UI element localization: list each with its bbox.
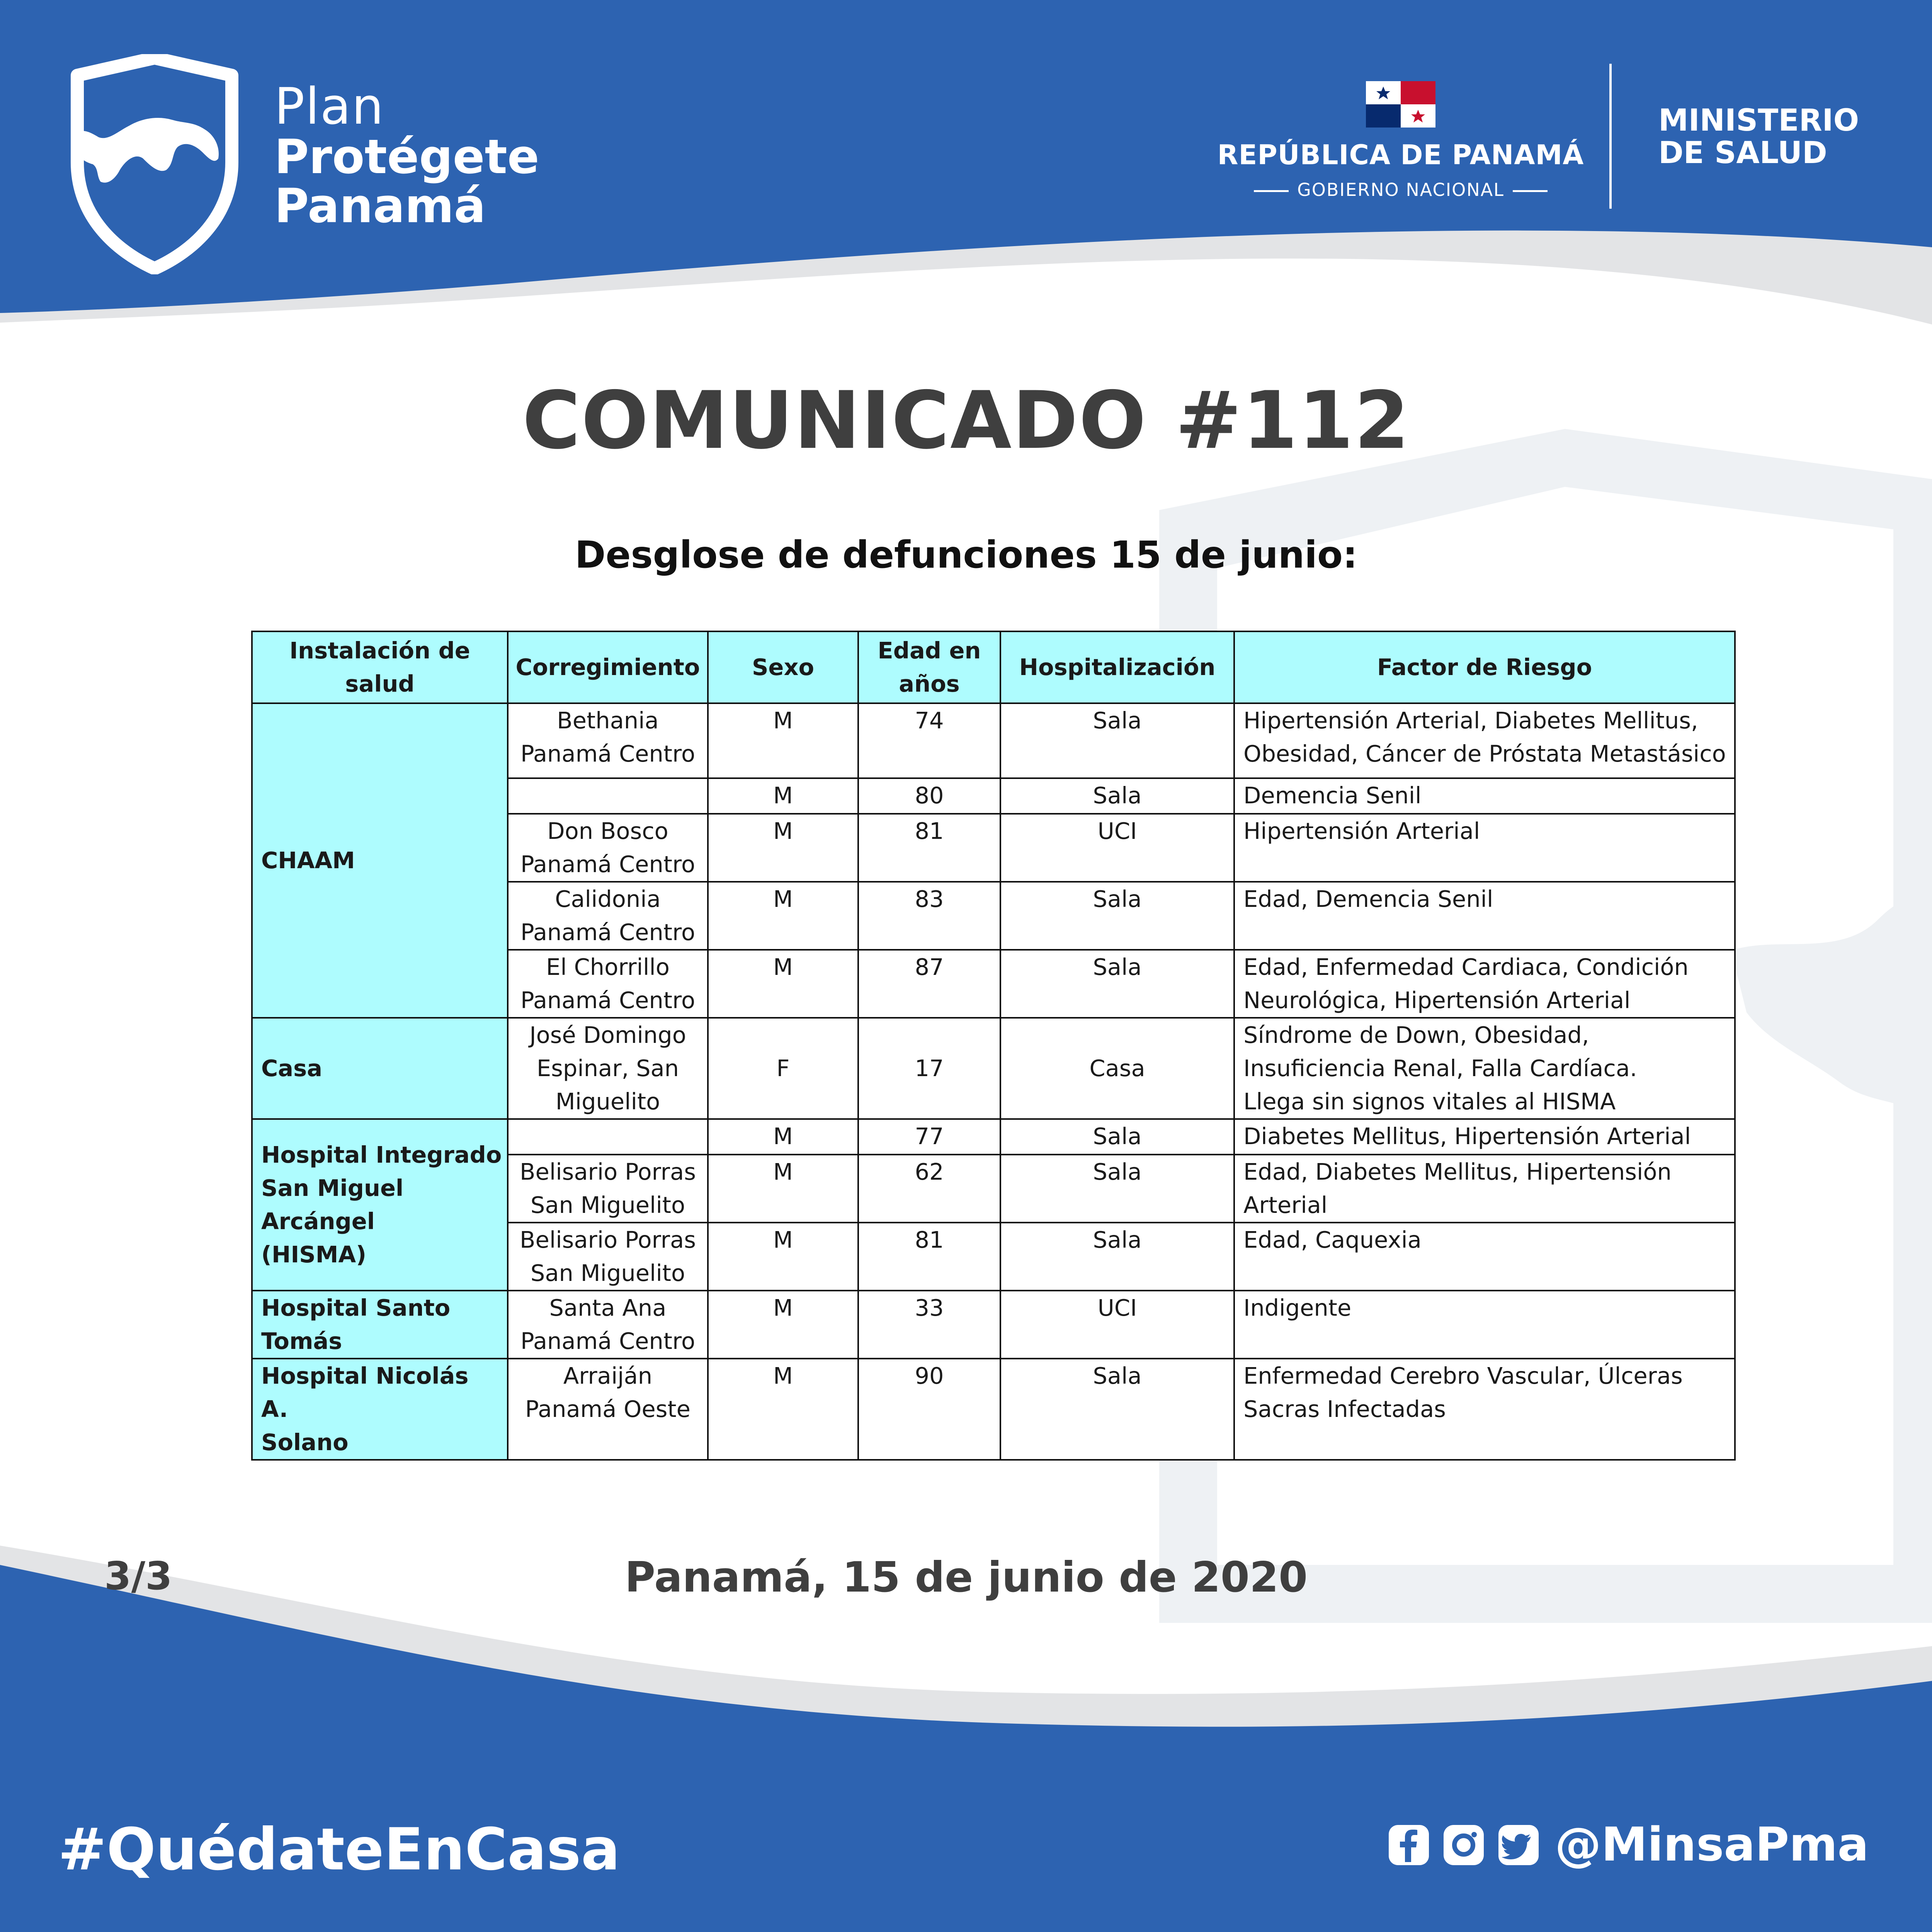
page-subtitle: Desglose de defunciones 15 de junio: <box>575 533 1358 577</box>
government-label <box>1217 139 1584 200</box>
government-subtitle-text: GOBIERNO NACIONAL <box>1297 179 1504 200</box>
factor-cell: Edad, Caquexia <box>1234 1223 1735 1291</box>
header-divider <box>1609 64 1612 209</box>
sexo-cell: M <box>708 1119 858 1155</box>
ministry-label <box>1658 104 1859 169</box>
factor-cell: Diabetes Mellitus, Hipertensión Arterial <box>1234 1119 1735 1155</box>
sexo-cell: M <box>708 950 858 1018</box>
sexo-cell: M <box>708 703 858 778</box>
institution-cell: Hospital Integrado San Miguel Arcángel (HISMA) <box>252 1119 508 1291</box>
hospitalizacion-cell: Sala <box>1000 1155 1234 1223</box>
hospitalizacion-cell: Sala <box>1000 1359 1234 1460</box>
edad-cell: 74 <box>858 703 1000 778</box>
sexo-cell: M <box>708 814 858 882</box>
corregimiento-cell: El Chorrillo Panamá Centro <box>508 950 708 1018</box>
table-row <box>252 1119 1735 1155</box>
edad-cell: 83 <box>858 882 1000 950</box>
header-edad: Edad en años <box>858 631 1000 703</box>
edad-cell: 81 <box>858 814 1000 882</box>
twitter-icon[interactable] <box>1497 1823 1540 1867</box>
institution-cell: CHAAM <box>252 703 508 1018</box>
instagram-icon[interactable] <box>1442 1823 1485 1867</box>
factor-cell: Hipertensión Arterial, Diabetes Mellitus, Obesidad, Cáncer de Próstata Metastásico <box>1234 703 1735 778</box>
factor-cell: Indigente <box>1234 1291 1735 1359</box>
plan-title-line2: Protégete <box>274 129 539 184</box>
corregimiento-cell: Belisario Porras San Miguelito <box>508 1155 708 1223</box>
factor-cell: Hipertensión Arterial <box>1234 814 1735 882</box>
edad-cell: 90 <box>858 1359 1000 1460</box>
sexo-cell: M <box>708 778 858 814</box>
table-row <box>252 1018 1735 1119</box>
rule-right <box>1513 190 1548 192</box>
rule-left <box>1254 190 1289 192</box>
corregimiento-cell: Bethania Panamá Centro <box>508 703 708 778</box>
institution-cell: Hospital Nicolás A. Solano <box>252 1359 508 1460</box>
factor-cell: Síndrome de Down, Obesidad, Insuficiencia Renal, Falla Cardíaca. Llega sin signos vitales al HISMA <box>1234 1018 1735 1119</box>
edad-cell: 62 <box>858 1155 1000 1223</box>
hospitalizacion-cell: Sala <box>1000 882 1234 950</box>
social-links <box>1387 1818 1869 1872</box>
corregimiento-cell: Santa Ana Panamá Centro <box>508 1291 708 1359</box>
shield-logo-icon <box>62 54 247 274</box>
hospitalizacion-cell: Casa <box>1000 1018 1234 1119</box>
factor-cell: Edad, Diabetes Mellitus, Hipertensión Arterial <box>1234 1155 1735 1223</box>
panama-flag-icon <box>1366 81 1435 128</box>
corregimiento-cell <box>508 778 708 814</box>
table-header-row <box>252 631 1735 703</box>
plan-title <box>274 77 539 233</box>
factor-cell: Demencia Senil <box>1234 778 1735 814</box>
edad-cell: 33 <box>858 1291 1000 1359</box>
header-sexo: Sexo <box>708 631 858 703</box>
government-subtitle <box>1217 179 1584 200</box>
date-line: Panamá, 15 de junio de 2020 <box>624 1553 1308 1602</box>
table-row <box>252 703 1735 778</box>
corregimiento-cell: Arraiján Panamá Oeste <box>508 1359 708 1460</box>
factor-cell: Edad, Enfermedad Cardiaca, Condición Neurológica, Hipertensión Arterial <box>1234 950 1735 1018</box>
deaths-table <box>251 631 1736 1461</box>
ministry-line2: DE SALUD <box>1658 136 1827 170</box>
sexo-cell: M <box>708 1223 858 1291</box>
corregimiento-cell: Don Bosco Panamá Centro <box>508 814 708 882</box>
plan-title-line3: Panamá <box>274 179 486 233</box>
social-handle[interactable]: @MinsaPma <box>1555 1818 1869 1872</box>
table-row <box>252 1359 1735 1460</box>
sexo-cell: M <box>708 1359 858 1460</box>
sexo-cell: F <box>708 1018 858 1119</box>
institution-cell: Casa <box>252 1018 508 1119</box>
ministry-line1: MINISTERIO <box>1658 103 1859 138</box>
header-corregimiento: Corregimiento <box>508 631 708 703</box>
factor-cell: Enfermedad Cerebro Vascular, Úlceras Sacras Infectadas <box>1234 1359 1735 1460</box>
edad-cell: 80 <box>858 778 1000 814</box>
factor-cell: Edad, Demencia Senil <box>1234 882 1735 950</box>
edad-cell: 17 <box>858 1018 1000 1119</box>
header-hospitalizacion: Hospitalización <box>1000 631 1234 703</box>
panama-map-icon <box>71 118 219 183</box>
hospitalizacion-cell: Sala <box>1000 703 1234 778</box>
header-instalacion: Instalación de salud <box>252 631 508 703</box>
corregimiento-cell: José Domingo Espinar, San Miguelito <box>508 1018 708 1119</box>
hospitalizacion-cell: Sala <box>1000 950 1234 1018</box>
page-title: COMUNICADO #112 <box>522 375 1410 467</box>
watermark-map <box>1731 895 1932 1121</box>
sexo-cell: M <box>708 882 858 950</box>
page-number: 3/3 <box>104 1553 172 1599</box>
sexo-cell: M <box>708 1155 858 1223</box>
hashtag: #QuédateEnCasa <box>58 1816 620 1883</box>
corregimiento-cell: Calidonia Panamá Centro <box>508 882 708 950</box>
plan-title-line1: Plan <box>274 77 384 136</box>
corregimiento-cell <box>508 1119 708 1155</box>
hospitalizacion-cell: UCI <box>1000 814 1234 882</box>
hospitalizacion-cell: Sala <box>1000 1223 1234 1291</box>
hospitalizacion-cell: Sala <box>1000 1119 1234 1155</box>
hospitalizacion-cell: Sala <box>1000 778 1234 814</box>
table-row <box>252 1291 1735 1359</box>
sexo-cell: M <box>708 1291 858 1359</box>
corregimiento-cell: Belisario Porras San Miguelito <box>508 1223 708 1291</box>
edad-cell: 81 <box>858 1223 1000 1291</box>
edad-cell: 77 <box>858 1119 1000 1155</box>
hospitalizacion-cell: UCI <box>1000 1291 1234 1359</box>
institution-cell: Hospital Santo Tomás <box>252 1291 508 1359</box>
header-factor: Factor de Riesgo <box>1234 631 1735 703</box>
republic-name: REPÚBLICA DE PANAMÁ <box>1217 139 1584 171</box>
edad-cell: 87 <box>858 950 1000 1018</box>
facebook-icon[interactable] <box>1387 1823 1430 1867</box>
